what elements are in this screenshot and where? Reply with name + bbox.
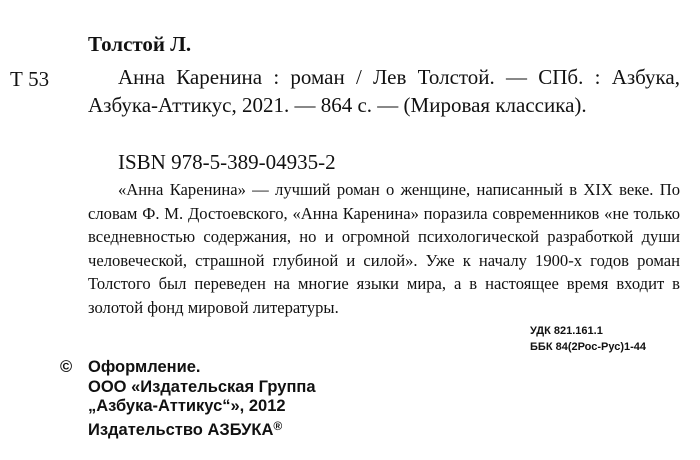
- registered-trademark-symbol: ®: [273, 418, 283, 433]
- copyright-symbol: ©: [60, 358, 73, 376]
- design-label: Оформление.: [88, 358, 201, 376]
- book-annotation: «Анна Каренина» — лучший роман о женщине, написанный в XIX веке. По словам Ф. М. Достоевского, «Анна Каренина» поразила современников «не только вседневностью содержания, но и огромной психологической разработкой души человеческой, страшной глубиной и силой». Уже к началу 1900-х годов роман Толстого был переведен на многие языки мира, а в настоящее время входит в золотой фонд мировой литературы.: [88, 180, 680, 317]
- udk-code: УДК 821.161.1: [530, 325, 603, 337]
- copyright-block: [60, 358, 316, 440]
- author-heading: Толстой Л.: [88, 32, 192, 56]
- publisher-line: [60, 417, 316, 441]
- bibliographic-description: Анна Каренина : роман / Лев Толстой. — СПб. : Азбука, Азбука-Аттикус, 2021. — 864 с. — (Мировая классика).: [88, 65, 680, 117]
- publisher-group-cont-line: „Азбука-Аттикус“», 2012: [88, 397, 286, 415]
- copyright-design-line: [60, 358, 316, 378]
- publisher-name: Издательство АЗБУКА: [88, 420, 274, 439]
- publisher-group-line: ООО «Издательская Группа: [88, 377, 316, 396]
- isbn-number: ISBN 978-5-389-04935-2: [118, 150, 336, 174]
- bbk-code: ББК 84(2Рос-Рус)1-44: [530, 341, 646, 353]
- classification-code: Т 53: [10, 67, 50, 91]
